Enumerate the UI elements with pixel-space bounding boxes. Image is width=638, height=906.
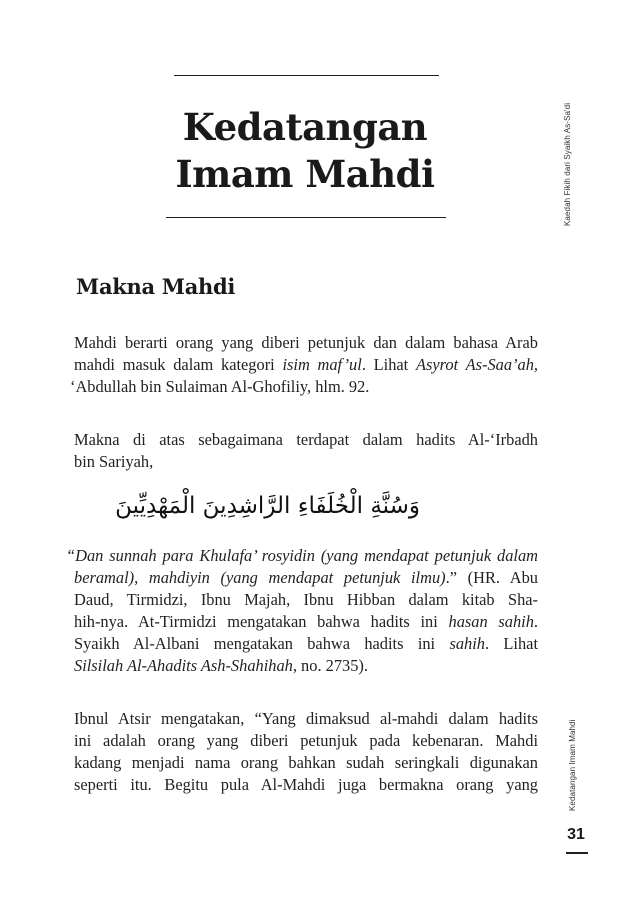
text-run: mahdi masuk dalam kategori	[74, 355, 283, 374]
page-number-underline	[566, 852, 588, 854]
paragraph-line: seperti itu. Begitu pula Al-Mahdi juga bermakna orang yang	[74, 775, 538, 794]
paragraph-hadith-intro	[74, 429, 538, 473]
paragraph-line: ‘Abdullah bin Sulaiman Al-Ghofiliy, hlm. 92.	[70, 377, 370, 396]
page-number: 31	[567, 826, 585, 843]
text-run: . Lihat	[484, 634, 538, 653]
text-run: .	[533, 612, 538, 631]
paragraph-line: Ibnul Atsir mengatakan, “Yang dimaksud al-mahdi dalam hadits	[74, 709, 538, 728]
chapter-title-line-2: Imam Mahdi	[175, 152, 435, 196]
paragraph-line: kadang menjadi nama orang bahkan sudah seringkali digunakan	[74, 753, 538, 772]
title-top-rule	[174, 75, 439, 76]
paragraph-line	[74, 567, 538, 589]
section-heading: Makna Mahdi	[76, 274, 236, 299]
italic-reference: Silsilah Al-Ahadits Ash-Shahihah	[74, 656, 293, 675]
paragraph-translation	[66, 545, 538, 677]
paragraph-line	[74, 633, 538, 655]
paragraph-ibnul-atsir	[74, 708, 538, 796]
italic-term: isim maf’ul	[282, 355, 362, 374]
text-run: hih-nya. At-Tirmidzi mengatakan bahwa hadits ini	[74, 612, 449, 631]
text-run: , no. 2735).	[292, 656, 368, 675]
text-run: .” (HR. Abu	[445, 568, 538, 587]
paragraph-line	[74, 611, 538, 633]
italic-translation: “Dan sunnah para Khulafa’ rosyidin (yang mendapat petunjuk dalam	[66, 546, 538, 565]
italic-term: hasan sahih	[448, 612, 534, 631]
text-run: . Lihat	[361, 355, 416, 374]
chapter-title	[120, 104, 490, 198]
paragraph-line	[66, 545, 538, 567]
paragraph-line: Makna di atas sebagaimana terdapat dalam hadits Al-‘Irbadh	[74, 430, 538, 449]
chapter-title-line-1: Kedatangan	[182, 105, 428, 149]
paragraph-definition	[70, 332, 538, 398]
paragraph-line	[74, 655, 538, 677]
running-header-chapter: Kedatangan Imam Mahdi	[568, 719, 577, 811]
paragraph-line: Mahdi berarti orang yang diberi petunjuk dan dalam bahasa Arab	[74, 333, 538, 352]
paragraph-line: ini adalah orang yang diberi petunjuk pada kebenaran. Mahdi	[74, 731, 538, 750]
italic-translation: beramal), mahdiyin (yang mendapat petunjuk ilmu)	[74, 568, 446, 587]
arabic-quote: وَسُنَّةِ الْخُلَفَاءِ الرَّاشِدِينَ الْمَهْدِيِّينَ	[115, 493, 420, 519]
paragraph-line: Daud, Tirmidzi, Ibnu Majah, Ibnu Hibban dalam kitab Sha-	[74, 590, 538, 609]
running-header-book-title: Kaedah Fikih dari Syaikh As-Sa'di	[563, 102, 572, 226]
italic-reference: Asyrot As-Saa’ah,	[415, 355, 538, 374]
text-run: Syaikh Al-Albani mengatakan bahwa hadits ini	[74, 634, 450, 653]
title-bottom-rule	[166, 217, 446, 218]
paragraph-line: bin Sariyah,	[74, 452, 154, 471]
paragraph-line	[74, 354, 538, 376]
italic-term: sahih	[449, 634, 485, 653]
